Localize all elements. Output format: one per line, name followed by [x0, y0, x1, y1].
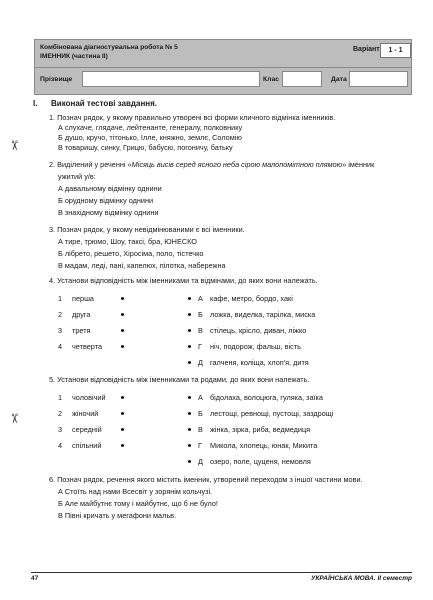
q5-left-item	[58, 393, 106, 402]
q4-left-item	[58, 294, 94, 303]
right-letter: Г	[198, 441, 202, 450]
match-point-right[interactable]	[188, 361, 191, 364]
right-label: озеро, поле, цуценя, немовля	[210, 457, 311, 466]
variant-label: Варіант	[353, 46, 380, 53]
left-number: 3	[58, 425, 63, 434]
q5-left-item	[58, 409, 99, 418]
left-number: 1	[58, 393, 63, 402]
match-point-left[interactable]	[121, 313, 124, 316]
left-label: жіночий	[72, 409, 99, 418]
q2-option-v[interactable]: В знахідному відмінку однини	[58, 208, 159, 217]
right-letter: Д	[198, 358, 203, 367]
left-label: середній	[72, 425, 102, 434]
right-label: ложка, виделка, тарілка, миска	[210, 310, 316, 319]
right-letter: Б	[198, 409, 203, 418]
header-divider	[35, 67, 411, 68]
q4-right-item	[198, 358, 309, 367]
q2-option-b[interactable]: Б орудному відмінку однини	[58, 196, 154, 205]
left-label: третя	[72, 326, 91, 335]
match-point-right[interactable]	[188, 428, 191, 431]
match-point-left[interactable]	[121, 428, 124, 431]
q3-option-v[interactable]: В мадам, леді, пані, капелюх, пілотка, набережна	[58, 261, 226, 270]
left-label: спільний	[72, 441, 102, 450]
worksheet-title: Комбінована діагностувальна робота № 5 ІМЕННИК (частина II)	[40, 44, 178, 60]
match-point-left[interactable]	[121, 444, 124, 447]
left-label: перша	[72, 294, 94, 303]
left-number: 2	[58, 409, 63, 418]
q6-option-v[interactable]: В Півні кричать у мегафони мальв.	[58, 511, 177, 520]
match-point-left[interactable]	[121, 345, 124, 348]
match-point-right[interactable]	[188, 396, 191, 399]
left-number: 3	[58, 326, 63, 335]
q5-right-item	[198, 393, 323, 402]
q6-option-a[interactable]: А Стоїть над нами Всесвіт у зорянім кольчузі.	[58, 487, 213, 496]
match-point-right[interactable]	[188, 444, 191, 447]
match-point-right[interactable]	[188, 460, 191, 463]
right-letter: А	[198, 393, 203, 402]
match-point-right[interactable]	[188, 329, 191, 332]
match-point-left[interactable]	[121, 412, 124, 415]
scissors-icon: ✂	[6, 140, 22, 151]
right-letter: В	[198, 326, 203, 335]
date-label: Дата	[331, 76, 347, 83]
q5-right-item	[198, 425, 311, 434]
match-point-left[interactable]	[121, 329, 124, 332]
right-label: стілець, крісло, диван, ліжко	[210, 326, 307, 335]
right-label: Микола, хлопець, юнак, Микита	[210, 441, 318, 450]
book-title: УКРАЇНСЬКА МОВА. II семестр	[310, 575, 412, 582]
variant-value: 1 - 1	[380, 43, 411, 58]
worksheet-header	[34, 39, 412, 95]
left-number: 4	[58, 342, 63, 351]
q4-right-item	[198, 310, 316, 319]
match-point-right[interactable]	[188, 297, 191, 300]
q3-option-a[interactable]: А тире, трюмо, Шоу, таксі, бра, ЮНЕСКО	[58, 237, 197, 246]
question-6-text: 6. Познач рядок, речення якого містить іменник, утворений переходом з іншої частини мови.	[49, 475, 363, 484]
right-letter: Г	[198, 342, 202, 351]
q4-left-item	[58, 326, 91, 335]
q5-left-item	[58, 441, 102, 450]
q1-option-a[interactable]: А слухаче, глядаче, лейтенанте, генералу, полковнику	[58, 123, 243, 132]
right-letter: Д	[198, 457, 203, 466]
question-2-text-cont: ужитий у/в:	[58, 172, 96, 181]
right-label: галченя, коліща, хлоп'я, дитя	[210, 358, 309, 367]
class-field[interactable]	[282, 71, 322, 87]
q5-right-item	[198, 441, 318, 450]
right-label: лестощі, ревнощі, пустощі, заздрощі	[210, 409, 334, 418]
q1-option-v[interactable]: В товаришу, синку, Грицю, бабусю, погоничу, батьку	[58, 143, 233, 152]
q6-option-b[interactable]: Б Але майбутнє тому і майбутнє, що б не було!	[58, 499, 218, 508]
right-label: ніч, подорож, фальш, вість	[210, 342, 301, 351]
section-number: I.	[33, 99, 38, 108]
q4-right-item	[198, 326, 307, 335]
right-letter: Б	[198, 310, 203, 319]
q4-left-item	[58, 310, 91, 319]
q4-right-item	[198, 294, 293, 303]
question-5-text: 5. Установи відповідність між іменниками та родами, до яких вони належать.	[49, 375, 310, 384]
match-point-left[interactable]	[121, 396, 124, 399]
class-label: Клас	[263, 76, 280, 83]
q4-right-item	[198, 342, 301, 351]
q5-right-item	[198, 409, 334, 418]
left-number: 1	[58, 294, 63, 303]
match-point-left[interactable]	[121, 297, 124, 300]
footer-divider	[31, 572, 412, 573]
scissors-icon: ✂	[6, 413, 22, 424]
match-point-right[interactable]	[188, 345, 191, 348]
left-label: четверта	[72, 342, 103, 351]
q4-left-item	[58, 342, 103, 351]
page-number: 47	[31, 575, 39, 582]
q5-right-item	[198, 457, 311, 466]
right-label: бідолаха, волоцюга, гуляка, заїка	[210, 393, 323, 402]
q2-option-a[interactable]: А давальному відмінку однини	[58, 184, 162, 193]
q5-left-item	[58, 425, 102, 434]
date-field[interactable]	[349, 71, 408, 87]
section-title: Виконай тестові завдання.	[51, 99, 157, 108]
surname-label: Прізвище	[40, 76, 73, 83]
q3-option-b[interactable]: Б лібрето, решето, Хіросіма, поло, тістечко	[58, 249, 204, 258]
right-label: жінка, зірка, риба, ведмедиця	[210, 425, 311, 434]
match-point-right[interactable]	[188, 313, 191, 316]
left-label: чоловічий	[72, 393, 106, 402]
right-label: кафе, метро, бордо, хакі	[210, 294, 293, 303]
q1-option-b[interactable]: Б душо, кручо, тітонько, Ілле, княжно, землє, Соломію	[58, 133, 242, 142]
left-number: 4	[58, 441, 63, 450]
left-label: друга	[72, 310, 91, 319]
right-letter: А	[198, 294, 203, 303]
question-2-text: 2. Виділений у реченні «Місяць висів серед ясного неба сірою малопомітною плямою» іменник	[49, 160, 375, 169]
right-letter: В	[198, 425, 203, 434]
question-4-text: 4. Установи відповідність між іменниками та відмінами, до яких вони належать.	[49, 276, 318, 285]
question-3-text: 3. Познач рядок, у якому невідмінюваними є всі іменники.	[49, 225, 245, 234]
surname-field[interactable]	[82, 71, 260, 87]
question-1-text: 1. Познач рядок, у якому правильно утворені всі форми кличного відмінка іменників.	[49, 113, 336, 122]
match-point-right[interactable]	[188, 412, 191, 415]
left-number: 2	[58, 310, 63, 319]
